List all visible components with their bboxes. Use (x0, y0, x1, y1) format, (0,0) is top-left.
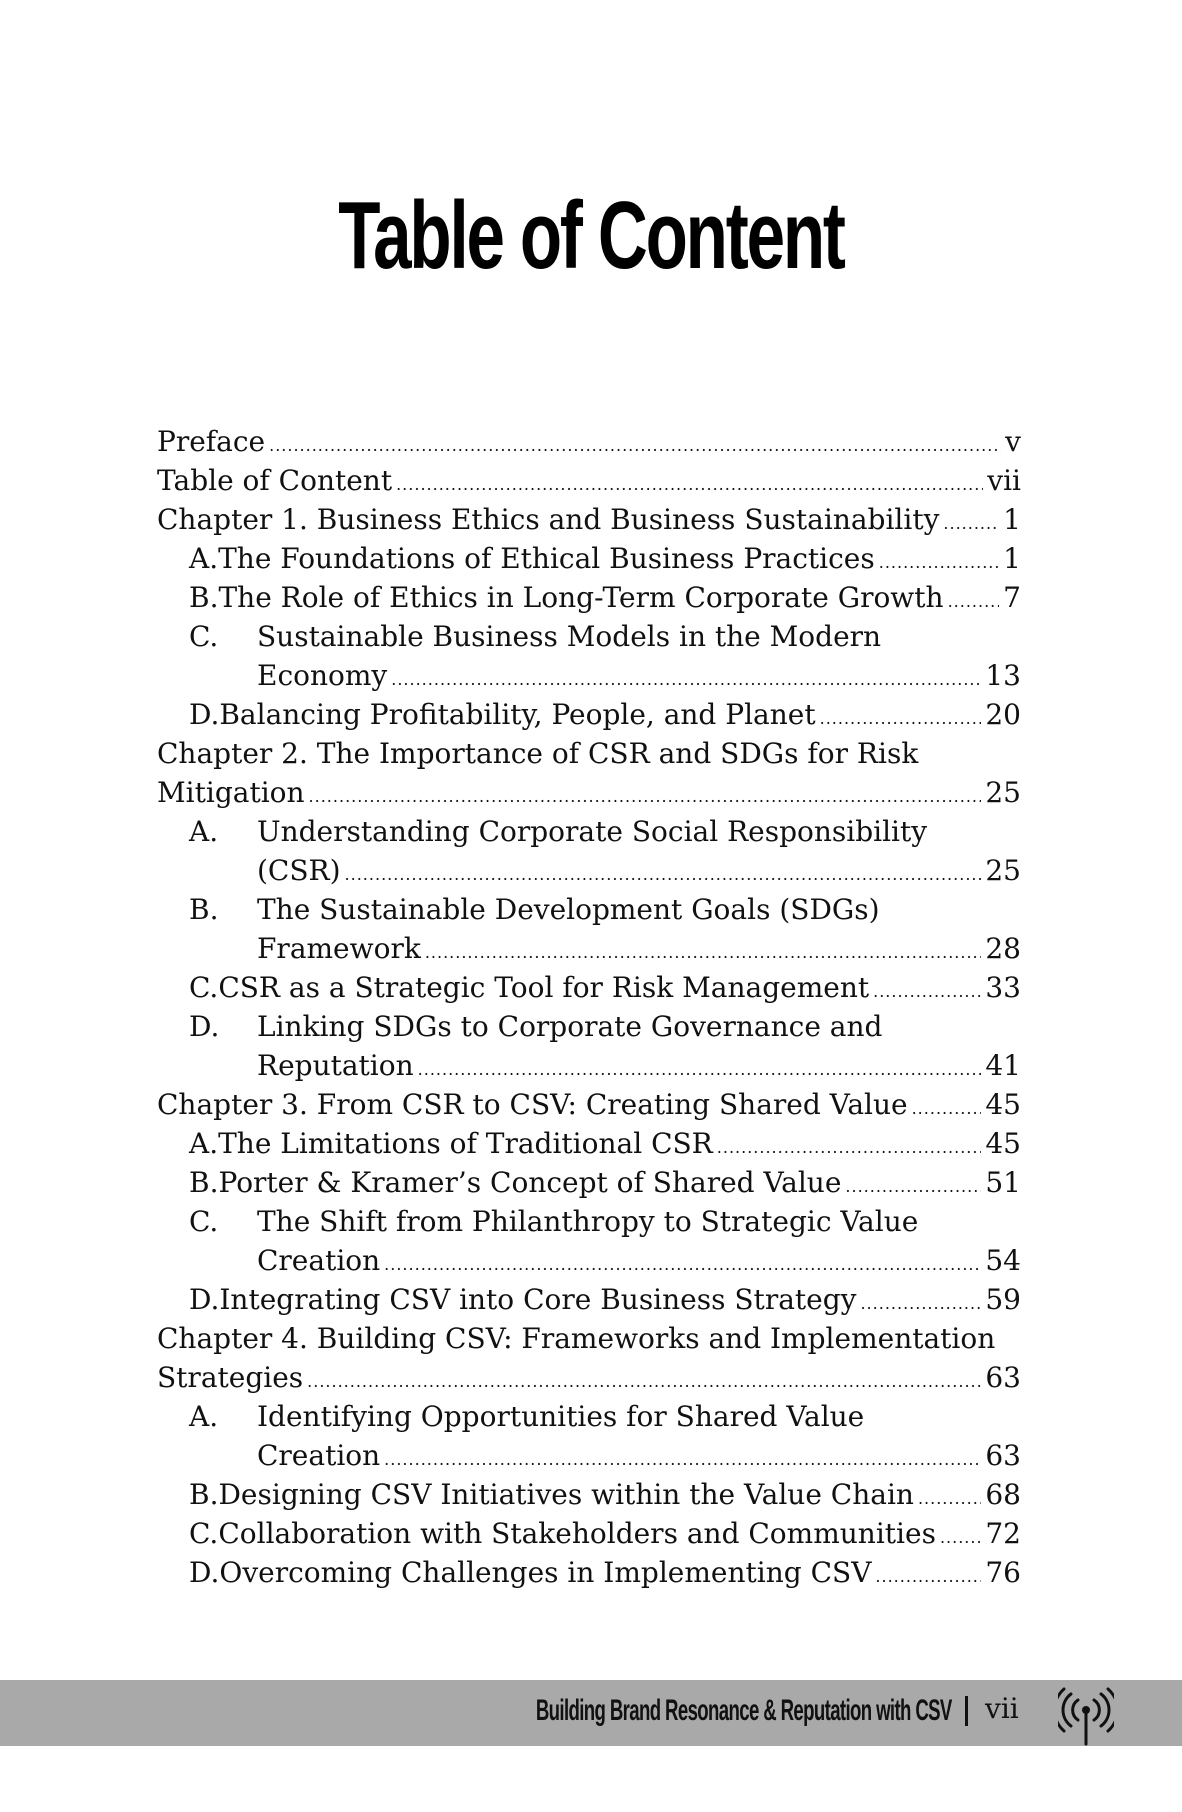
toc-entry-3c[interactable] (157, 1202, 1021, 1241)
toc-entry-page: 41 (985, 1049, 1021, 1082)
toc-entry-text: Understanding Corporate Social Responsibility (257, 815, 928, 848)
toc-entry-page: 25 (985, 776, 1021, 809)
toc-entry-text: Creation (257, 1439, 381, 1472)
leader-dots (948, 582, 1000, 621)
toc-entry-text: Overcoming Challenges in Implementing CSV (219, 1556, 872, 1589)
toc-entry-text: (CSR) (257, 854, 341, 887)
toc-entry-letter: B. (189, 1478, 219, 1511)
toc-entry-1c-cont[interactable] (157, 656, 1021, 695)
leader-dots (820, 699, 982, 738)
toc-entry-text: Identifying Opportunities for Shared Value (257, 1400, 865, 1433)
toc-entry-letter: A. (189, 815, 219, 848)
toc-entry-text: Creation (257, 1244, 381, 1277)
toc-entry-letter: B. (189, 581, 219, 614)
toc-entry-text: Chapter 4. Building CSV: Frameworks and Implementation (157, 1322, 996, 1355)
leader-dots (384, 1245, 981, 1284)
toc-entry-1a[interactable] (157, 539, 1021, 578)
toc-entry-text: Porter & Kramer’s Concept of Shared Value (218, 1166, 842, 1199)
toc-entry-letter: C. (189, 971, 219, 1004)
leader-dots (307, 1362, 981, 1401)
toc-entry-2b[interactable] (157, 890, 1021, 929)
leader-dots (940, 1518, 981, 1557)
leader-dots (269, 426, 1001, 465)
toc-entry-text: Integrating CSV into Core Business Strategy (219, 1283, 857, 1316)
toc-entry-preface[interactable] (157, 422, 1021, 461)
leader-dots (918, 1479, 981, 1518)
toc-entry-text: Table of Content (157, 464, 393, 497)
toc-entry-4c[interactable] (157, 1514, 1021, 1553)
toc-entry-page: 20 (985, 698, 1021, 731)
leader-dots (873, 972, 981, 1011)
toc-entry-letter: D. (189, 1283, 220, 1316)
toc-entry-letter: C. (189, 620, 219, 653)
toc-entry-letter: B. (189, 893, 219, 926)
leader-dots (912, 1089, 982, 1128)
toc-entry-letter: A. (189, 1127, 219, 1160)
toc-entry-2d-cont[interactable] (157, 1046, 1021, 1085)
toc-entry-letter: D. (189, 698, 220, 731)
toc-entry-2b-cont[interactable] (157, 929, 1021, 968)
toc-entry-2c[interactable] (157, 968, 1021, 1007)
toc-entry-4b[interactable] (157, 1475, 1021, 1514)
toc-entry-page: 33 (985, 971, 1021, 1004)
toc-entry-page: 1 (1003, 503, 1021, 536)
leader-dots (860, 1284, 981, 1323)
toc-entry-3c-cont[interactable] (157, 1241, 1021, 1280)
toc-entry-text: Reputation (257, 1049, 414, 1082)
toc-entry-text: Chapter 2. The Importance of CSR and SDGs for Risk (157, 737, 919, 770)
leader-dots (384, 1440, 981, 1479)
toc-entry-2d[interactable] (157, 1007, 1021, 1046)
leader-dots (717, 1128, 982, 1167)
leader-dots (879, 543, 999, 582)
toc-entry-3d[interactable] (157, 1280, 1021, 1319)
toc-entry-text: The Sustainable Development Goals (SDGs) (257, 893, 880, 926)
toc-entry-text: Economy (257, 659, 388, 692)
toc-entry-page: vii (987, 464, 1021, 497)
antenna-signal-icon (1058, 1686, 1114, 1746)
toc-entry-text: Mitigation (157, 776, 305, 809)
toc-entry-4a[interactable] (157, 1397, 1021, 1436)
footer-page-number: vii (985, 1692, 1019, 1725)
leader-dots (845, 1167, 981, 1206)
toc-entry-4d[interactable] (157, 1553, 1021, 1592)
toc-entry-chapter-2-cont[interactable] (157, 773, 1021, 812)
toc-entry-text: Chapter 1. Business Ethics and Business Sustainability (157, 503, 940, 536)
toc-entry-text: Designing CSV Initiatives within the Value Chain (218, 1478, 914, 1511)
toc-entry-text: Sustainable Business Models in the Modern (257, 620, 882, 653)
toc-entry-page: 7 (1003, 581, 1021, 614)
toc-entry-letter: C. (189, 1517, 219, 1550)
leader-dots (391, 660, 981, 699)
toc-entry-2a-cont[interactable] (157, 851, 1021, 890)
toc-entry-text: The Foundations of Ethical Business Practices (218, 542, 875, 575)
toc-entry-4a-cont[interactable] (157, 1436, 1021, 1475)
toc-entry-1d[interactable] (157, 695, 1021, 734)
toc-entry-text: Framework (257, 932, 421, 965)
toc-entry-2a[interactable] (157, 812, 1021, 851)
toc-entry-page: 25 (985, 854, 1021, 887)
toc-entry-text: Linking SDGs to Corporate Governance and (257, 1010, 883, 1043)
table-of-contents (157, 422, 1021, 1592)
toc-entry-page: 63 (985, 1361, 1021, 1394)
toc-entry-page: 72 (985, 1517, 1021, 1550)
toc-entry-1b[interactable] (157, 578, 1021, 617)
toc-entry-3b[interactable] (157, 1163, 1021, 1202)
toc-entry-page: 1 (1003, 542, 1021, 575)
toc-entry-page: 45 (985, 1127, 1021, 1160)
toc-entry-page: 76 (985, 1556, 1021, 1589)
toc-entry-text: Strategies (157, 1361, 304, 1394)
footer-book-title: Building Brand Resonance & Reputation with CSV (536, 1694, 952, 1727)
toc-entry-chapter-1[interactable] (157, 500, 1021, 539)
toc-entry-text: The Shift from Philanthropy to Strategic Value (257, 1205, 919, 1238)
toc-entry-letter: A. (189, 1400, 219, 1433)
leader-dots (309, 777, 982, 816)
toc-entry-page: 13 (985, 659, 1021, 692)
toc-entry-page: 51 (985, 1166, 1021, 1199)
toc-entry-text: CSR as a Strategic Tool for Risk Management (218, 971, 870, 1004)
toc-entry-letter: C. (189, 1205, 219, 1238)
toc-entry-chapter-4-cont[interactable] (157, 1358, 1021, 1397)
toc-entry-text: Preface (157, 425, 266, 458)
toc-entry-page: 28 (985, 932, 1021, 965)
toc-entry-text: Chapter 3. From CSR to CSV: Creating Shared Value (157, 1088, 908, 1121)
toc-entry-chapter-2[interactable] (157, 734, 1021, 773)
toc-entry-chapter-3[interactable] (157, 1085, 1021, 1124)
toc-entry-chapter-4[interactable] (157, 1319, 1021, 1358)
page-title: Table of Content (338, 182, 844, 289)
toc-entry-page: 54 (985, 1244, 1021, 1277)
toc-entry-page: v (1005, 425, 1021, 458)
toc-entry-table-of-content[interactable] (157, 461, 1021, 500)
toc-entry-letter: B. (189, 1166, 219, 1199)
leader-dots (943, 504, 999, 543)
toc-entry-text: Balancing Profitability, People, and Planet (219, 698, 816, 731)
toc-entry-letter: D. (189, 1556, 220, 1589)
toc-entry-1c[interactable] (157, 617, 1021, 656)
toc-entry-3a[interactable] (157, 1124, 1021, 1163)
leader-dots (875, 1557, 981, 1596)
toc-entry-page: 45 (985, 1088, 1021, 1121)
toc-entry-page: 68 (985, 1478, 1021, 1511)
toc-entry-page: 63 (985, 1439, 1021, 1472)
leader-dots (425, 933, 982, 972)
toc-entry-letter: A. (189, 542, 219, 575)
toc-entry-text: The Limitations of Traditional CSR (218, 1127, 713, 1160)
toc-entry-text: The Role of Ethics in Long-Term Corporate Growth (218, 581, 944, 614)
toc-entry-text: Collaboration with Stakeholders and Communities (218, 1517, 936, 1550)
leader-dots (345, 855, 982, 894)
page-footer (0, 1680, 1182, 1746)
footer-divider (965, 1696, 968, 1726)
toc-entry-page: 59 (985, 1283, 1021, 1316)
leader-dots (396, 465, 983, 504)
leader-dots (418, 1050, 982, 1089)
toc-entry-letter: D. (189, 1010, 220, 1043)
